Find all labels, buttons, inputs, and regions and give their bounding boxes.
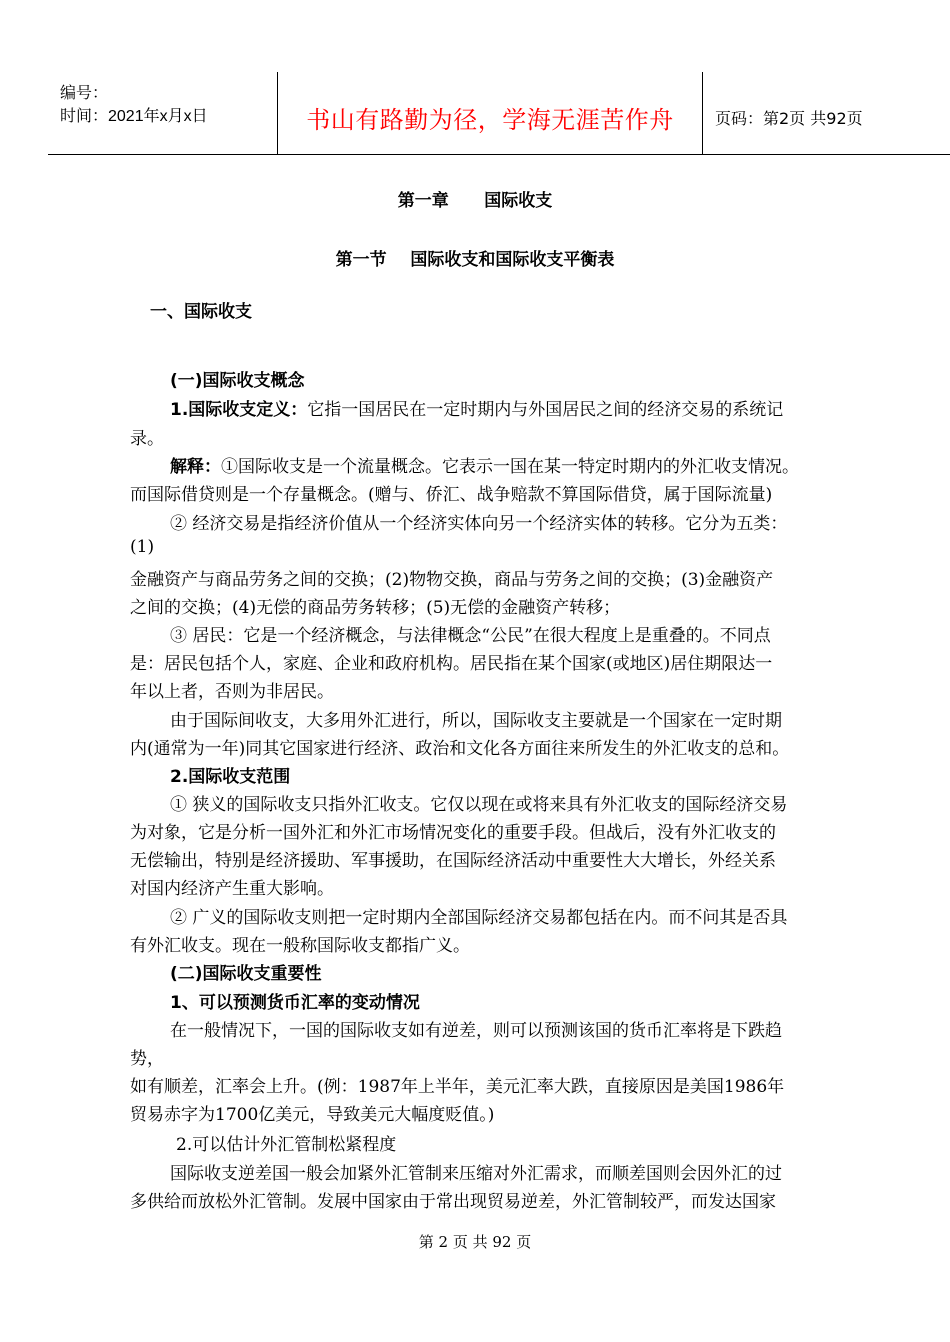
header-right-cell — [703, 72, 950, 154]
body-line — [170, 452, 910, 477]
subheading-exchange-control: 2.可以估计外汇管制松紧程度 — [176, 1135, 397, 1155]
body-line: 之间的交换；(4)无偿的商品劳务转移；(5)无偿的金融资产转移； — [130, 598, 621, 618]
page-footer: 第 2 页 共 92 页 — [418, 1233, 532, 1251]
doc-number-label: 编号： — [60, 85, 109, 102]
subheading-scope: 2.国际收支范围 — [170, 767, 291, 787]
body-line: 由于国际间收支，大多用外汇进行，所以，国际收支主要就是一个国家在一定时期 — [170, 711, 782, 731]
motto: 书山有路勤为径，学海无涯苦作舟 — [306, 106, 674, 134]
header-middle-cell — [277, 72, 703, 154]
body-line: 有外汇收支。现在一般称国际收支都指广义。 — [130, 936, 470, 956]
body-line: 无偿输出，特别是经济援助、军事援助，在国际经济活动中重要性大大增长，外经关系 — [130, 851, 776, 871]
subheading-concept: (一)国际收支概念 — [170, 371, 305, 391]
section-title: 第一节 国际收支和国际收支平衡表 — [335, 250, 615, 270]
definition-text: 它指一国居民在一定时期内与外国居民之间的经济交易的系统记 — [307, 400, 784, 420]
body-line — [170, 395, 910, 420]
body-line: 贸易赤字为1700亿美元，导致美元大幅度贬值。) — [130, 1105, 495, 1125]
header-divider — [48, 154, 950, 155]
document-header — [48, 72, 950, 156]
body-line: 是：居民包括个人，家庭、企业和政府机构。居民指在某个国家(或地区)居住期限达一 — [130, 654, 773, 674]
body-line: 势， — [130, 1049, 164, 1069]
term-definition: 1.国际收支定义： — [170, 400, 308, 420]
body-line: ① 狭义的国际收支只指外汇收支。它仅以现在或将来具有外汇收支的国际经济交易 — [170, 795, 788, 815]
time-label: 时间：2021年x月x日 — [60, 108, 208, 125]
body-line: ③ 居民：它是一个经济概念，与法律概念“公民”在很大程度上是重叠的。不同点 — [170, 626, 771, 646]
body-line: 金融资产与商品劳务之间的交换；(2)物物交换，商品与劳务之间的交换；(3)金融资产 — [130, 570, 774, 590]
chapter-title: 第一章 国际收支 — [397, 191, 553, 211]
term-explanation: 解释： — [170, 457, 221, 477]
body-line: 对国内经济产生重大影响。 — [130, 879, 334, 899]
subheading-importance: (二)国际收支重要性 — [170, 964, 322, 984]
body-line: 录。 — [130, 429, 164, 449]
body-line: 年以上者，否则为非居民。 — [130, 682, 334, 702]
header-left-cell — [48, 72, 276, 154]
body-line: 如有顺差，汇率会上升。(例：1987年上半年，美元汇率大跌，直接原因是美国1986年 — [130, 1077, 785, 1097]
body-line: 为对象，它是分析一国外汇和外汇市场情况变化的重要手段。但战后，没有外汇收支的 — [130, 823, 776, 843]
body-line: 国际收支逆差国一般会加紧外汇管制来压缩对外汇需求，而顺差国则会因外汇的过 — [170, 1164, 782, 1184]
body-line: ② 经济交易是指经济价值从一个经济实体向另一个经济实体的转移。它分为五类： — [170, 514, 788, 534]
page-info: 页码：第2页 共92页 — [715, 109, 863, 128]
subheading-exchange-rate: 1、可以预测货币汇率的变动情况 — [170, 993, 420, 1013]
explanation-text: ①国际收支是一个流量概念。它表示一国在某一特定时期内的外汇收支情况。 — [221, 457, 799, 477]
heading-1: 一、国际收支 — [150, 302, 252, 322]
body-line: 内(通常为一年)同其它国家进行经济、政治和文化各方面往来所发生的外汇收支的总和。 — [130, 739, 790, 759]
body-line: ② 广义的国际收支则把一定时期内全部国际经济交易都包括在内。而不问其是否具 — [170, 908, 788, 928]
body-line: 多供给而放松外汇管制。发展中国家由于常出现贸易逆差，外汇管制较严，而发达国家 — [130, 1192, 776, 1212]
body-line: 而国际借贷则是一个存量概念。(赠与、侨汇、战争赔款不算国际借贷，属于国际流量) — [130, 485, 773, 505]
body-line: 在一般情况下，一国的国际收支如有逆差，则可以预测该国的货币汇率将是下跌趋 — [170, 1021, 782, 1041]
body-line: (1) — [130, 537, 155, 557]
